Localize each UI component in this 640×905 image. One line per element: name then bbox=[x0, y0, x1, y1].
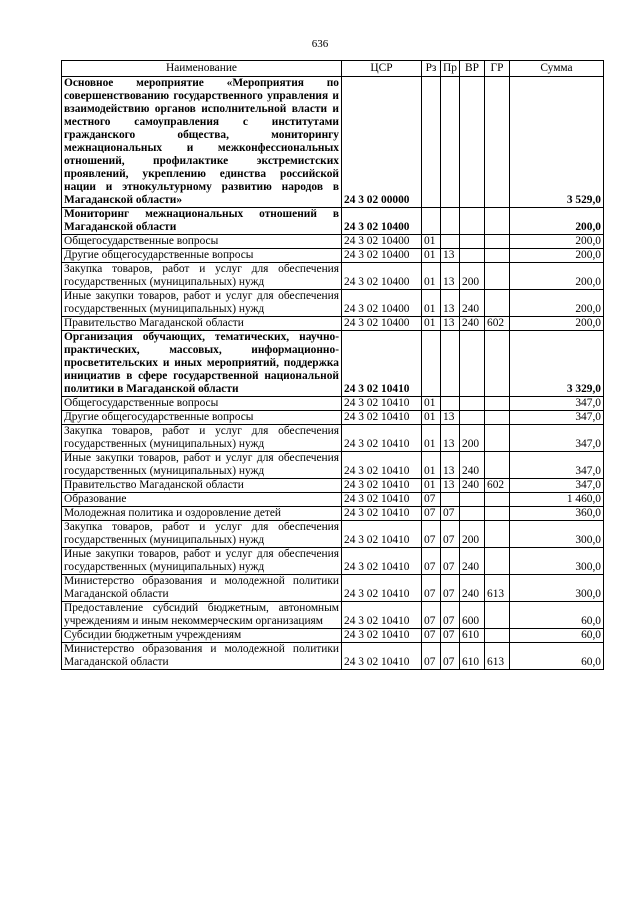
cell-vr bbox=[460, 493, 485, 507]
cell-csr: 24 3 02 10400 bbox=[342, 208, 422, 235]
table-row bbox=[62, 548, 604, 575]
cell-vr bbox=[460, 411, 485, 425]
cell-gr bbox=[485, 290, 510, 317]
header-name: Наименование bbox=[62, 61, 342, 77]
cell-csr: 24 3 02 10410 bbox=[342, 493, 422, 507]
cell-csr: 24 3 02 10400 bbox=[342, 290, 422, 317]
cell-name: Министерство образования и молодежной политики Магаданской области bbox=[62, 575, 342, 602]
cell-gr bbox=[485, 249, 510, 263]
cell-pr bbox=[441, 493, 460, 507]
cell-rz: 07 bbox=[422, 548, 441, 575]
cell-vr: 200 bbox=[460, 425, 485, 452]
table-row bbox=[62, 493, 604, 507]
table-row bbox=[62, 317, 604, 331]
cell-csr: 24 3 02 10400 bbox=[342, 263, 422, 290]
cell-vr bbox=[460, 507, 485, 521]
cell-name: Мониторинг межнациональных отношений в Магаданской области bbox=[62, 208, 342, 235]
cell-gr bbox=[485, 548, 510, 575]
cell-pr bbox=[441, 397, 460, 411]
cell-vr: 240 bbox=[460, 548, 485, 575]
cell-sum: 347,0 bbox=[510, 425, 604, 452]
cell-csr: 24 3 02 10400 bbox=[342, 235, 422, 249]
cell-pr: 13 bbox=[441, 317, 460, 331]
cell-vr: 240 bbox=[460, 575, 485, 602]
cell-name: Иные закупки товаров, работ и услуг для обеспечения государственных (муниципальных) нужд bbox=[62, 452, 342, 479]
cell-vr: 610 bbox=[460, 643, 485, 670]
cell-gr bbox=[485, 452, 510, 479]
header-row bbox=[62, 61, 604, 77]
cell-vr: 240 bbox=[460, 290, 485, 317]
cell-sum: 347,0 bbox=[510, 411, 604, 425]
cell-pr: 13 bbox=[441, 290, 460, 317]
cell-sum: 1 460,0 bbox=[510, 493, 604, 507]
table-row bbox=[62, 602, 604, 629]
cell-pr: 13 bbox=[441, 263, 460, 290]
cell-sum: 300,0 bbox=[510, 575, 604, 602]
cell-csr: 24 3 02 10410 bbox=[342, 425, 422, 452]
cell-gr bbox=[485, 425, 510, 452]
cell-rz: 07 bbox=[422, 521, 441, 548]
header-gr: ГР bbox=[485, 61, 510, 77]
cell-name: Министерство образования и молодежной политики Магаданской области bbox=[62, 643, 342, 670]
cell-gr bbox=[485, 331, 510, 397]
table-body bbox=[62, 77, 604, 670]
table-row bbox=[62, 479, 604, 493]
cell-rz: 01 bbox=[422, 397, 441, 411]
table-row bbox=[62, 452, 604, 479]
cell-pr: 13 bbox=[441, 411, 460, 425]
table-row bbox=[62, 290, 604, 317]
cell-sum: 347,0 bbox=[510, 452, 604, 479]
cell-gr: 602 bbox=[485, 317, 510, 331]
header-csr: ЦСР bbox=[342, 61, 422, 77]
cell-pr bbox=[441, 235, 460, 249]
cell-csr: 24 3 02 10410 bbox=[342, 507, 422, 521]
cell-sum: 347,0 bbox=[510, 397, 604, 411]
table-row bbox=[62, 235, 604, 249]
cell-sum: 200,0 bbox=[510, 317, 604, 331]
cell-pr: 13 bbox=[441, 249, 460, 263]
cell-name: Молодежная политика и оздоровление детей bbox=[62, 507, 342, 521]
table-row bbox=[62, 643, 604, 670]
cell-gr: 613 bbox=[485, 575, 510, 602]
table-row bbox=[62, 507, 604, 521]
cell-pr: 13 bbox=[441, 479, 460, 493]
cell-csr: 24 3 02 10410 bbox=[342, 479, 422, 493]
cell-name: Правительство Магаданской области bbox=[62, 479, 342, 493]
cell-csr: 24 3 02 10410 bbox=[342, 575, 422, 602]
cell-vr: 610 bbox=[460, 629, 485, 643]
table-row bbox=[62, 263, 604, 290]
cell-pr: 07 bbox=[441, 507, 460, 521]
table-row bbox=[62, 425, 604, 452]
table-row bbox=[62, 208, 604, 235]
cell-sum: 347,0 bbox=[510, 479, 604, 493]
cell-vr bbox=[460, 235, 485, 249]
cell-csr: 24 3 02 10410 bbox=[342, 521, 422, 548]
cell-name: Другие общегосударственные вопросы bbox=[62, 249, 342, 263]
cell-rz: 01 bbox=[422, 479, 441, 493]
cell-gr bbox=[485, 411, 510, 425]
cell-pr: 07 bbox=[441, 602, 460, 629]
cell-csr: 24 3 02 10410 bbox=[342, 452, 422, 479]
cell-name: Основное мероприятие «Мероприятия по совершенствованию государственного управления и взаимодействию органов исполнительной власти и местного самоуправления с институтами гражданского общества, мониторингу межнациональных и межконфессиональных отношений, профилактике экстремистских проявлений, укреплению единства российской нации и этнокультурному развитию народов в Магаданской области» bbox=[62, 77, 342, 208]
cell-name: Иные закупки товаров, работ и услуг для обеспечения государственных (муниципальных) нужд bbox=[62, 548, 342, 575]
cell-rz: 01 bbox=[422, 425, 441, 452]
cell-pr bbox=[441, 331, 460, 397]
cell-rz: 01 bbox=[422, 317, 441, 331]
cell-name: Образование bbox=[62, 493, 342, 507]
cell-sum: 200,0 bbox=[510, 249, 604, 263]
cell-rz: 01 bbox=[422, 290, 441, 317]
cell-rz: 07 bbox=[422, 507, 441, 521]
cell-vr bbox=[460, 208, 485, 235]
cell-pr: 13 bbox=[441, 425, 460, 452]
cell-rz: 07 bbox=[422, 575, 441, 602]
table-row bbox=[62, 629, 604, 643]
cell-csr: 24 3 02 10400 bbox=[342, 317, 422, 331]
cell-csr: 24 3 02 10410 bbox=[342, 643, 422, 670]
cell-vr: 200 bbox=[460, 263, 485, 290]
header-vr: ВР bbox=[460, 61, 485, 77]
cell-rz: 01 bbox=[422, 249, 441, 263]
cell-csr: 24 3 02 10410 bbox=[342, 331, 422, 397]
cell-sum: 60,0 bbox=[510, 643, 604, 670]
cell-csr: 24 3 02 10410 bbox=[342, 548, 422, 575]
cell-name: Закупка товаров, работ и услуг для обеспечения государственных (муниципальных) нужд bbox=[62, 263, 342, 290]
cell-gr: 602 bbox=[485, 479, 510, 493]
cell-name: Общегосударственные вопросы bbox=[62, 235, 342, 249]
cell-vr: 600 bbox=[460, 602, 485, 629]
cell-rz: 07 bbox=[422, 602, 441, 629]
cell-gr bbox=[485, 77, 510, 208]
table-row bbox=[62, 521, 604, 548]
cell-rz: 07 bbox=[422, 643, 441, 670]
cell-csr: 24 3 02 10410 bbox=[342, 629, 422, 643]
cell-csr: 24 3 02 00000 bbox=[342, 77, 422, 208]
cell-sum: 300,0 bbox=[510, 548, 604, 575]
cell-sum: 300,0 bbox=[510, 521, 604, 548]
cell-rz bbox=[422, 208, 441, 235]
cell-pr bbox=[441, 208, 460, 235]
budget-table bbox=[61, 60, 604, 670]
cell-rz bbox=[422, 77, 441, 208]
cell-rz: 07 bbox=[422, 493, 441, 507]
cell-gr bbox=[485, 263, 510, 290]
cell-vr: 240 bbox=[460, 452, 485, 479]
cell-sum: 60,0 bbox=[510, 602, 604, 629]
cell-name: Организация обучающих, тематических, научно-практических, массовых, информационно-просветительских и иных мероприятий, поддержка инициатив в сфере государственной национальной политики в Магаданской области bbox=[62, 331, 342, 397]
cell-name: Иные закупки товаров, работ и услуг для обеспечения государственных (муниципальных) нужд bbox=[62, 290, 342, 317]
cell-gr bbox=[485, 629, 510, 643]
cell-sum: 200,0 bbox=[510, 263, 604, 290]
cell-gr bbox=[485, 208, 510, 235]
cell-sum: 200,0 bbox=[510, 290, 604, 317]
cell-name: Субсидии бюджетным учреждениям bbox=[62, 629, 342, 643]
cell-pr bbox=[441, 77, 460, 208]
cell-vr bbox=[460, 77, 485, 208]
cell-rz: 01 bbox=[422, 235, 441, 249]
cell-pr: 07 bbox=[441, 629, 460, 643]
cell-vr: 200 bbox=[460, 521, 485, 548]
cell-rz bbox=[422, 331, 441, 397]
cell-sum: 200,0 bbox=[510, 208, 604, 235]
cell-gr bbox=[485, 602, 510, 629]
cell-gr bbox=[485, 493, 510, 507]
cell-name: Закупка товаров, работ и услуг для обеспечения государственных (муниципальных) нужд bbox=[62, 425, 342, 452]
cell-pr: 13 bbox=[441, 452, 460, 479]
cell-pr: 07 bbox=[441, 548, 460, 575]
cell-vr bbox=[460, 331, 485, 397]
header-sum: Сумма bbox=[510, 61, 604, 77]
cell-sum: 60,0 bbox=[510, 629, 604, 643]
cell-sum: 200,0 bbox=[510, 235, 604, 249]
cell-pr: 07 bbox=[441, 575, 460, 602]
cell-rz: 01 bbox=[422, 263, 441, 290]
cell-vr bbox=[460, 249, 485, 263]
cell-vr: 240 bbox=[460, 479, 485, 493]
cell-csr: 24 3 02 10410 bbox=[342, 602, 422, 629]
table-row bbox=[62, 77, 604, 208]
cell-sum: 360,0 bbox=[510, 507, 604, 521]
cell-name: Другие общегосударственные вопросы bbox=[62, 411, 342, 425]
cell-vr: 240 bbox=[460, 317, 485, 331]
table-row bbox=[62, 411, 604, 425]
cell-csr: 24 3 02 10410 bbox=[342, 411, 422, 425]
cell-gr bbox=[485, 507, 510, 521]
cell-pr: 07 bbox=[441, 521, 460, 548]
table-row bbox=[62, 331, 604, 397]
cell-csr: 24 3 02 10410 bbox=[342, 397, 422, 411]
cell-gr bbox=[485, 235, 510, 249]
cell-name: Предоставление субсидий бюджетным, автономным учреждениям и иным некоммерческим организациям bbox=[62, 602, 342, 629]
cell-gr bbox=[485, 397, 510, 411]
page-number: 636 bbox=[311, 38, 329, 50]
table-row bbox=[62, 575, 604, 602]
table-row bbox=[62, 397, 604, 411]
cell-rz: 01 bbox=[422, 411, 441, 425]
cell-gr: 613 bbox=[485, 643, 510, 670]
cell-pr: 07 bbox=[441, 643, 460, 670]
header-rz: Рз bbox=[422, 61, 441, 77]
cell-csr: 24 3 02 10400 bbox=[342, 249, 422, 263]
cell-name: Правительство Магаданской области bbox=[62, 317, 342, 331]
cell-rz: 01 bbox=[422, 452, 441, 479]
header-pr: Пр bbox=[441, 61, 460, 77]
cell-name: Закупка товаров, работ и услуг для обеспечения государственных (муниципальных) нужд bbox=[62, 521, 342, 548]
cell-rz: 07 bbox=[422, 629, 441, 643]
table-row bbox=[62, 249, 604, 263]
cell-vr bbox=[460, 397, 485, 411]
cell-sum: 3 529,0 bbox=[510, 77, 604, 208]
cell-sum: 3 329,0 bbox=[510, 331, 604, 397]
cell-gr bbox=[485, 521, 510, 548]
cell-name: Общегосударственные вопросы bbox=[62, 397, 342, 411]
